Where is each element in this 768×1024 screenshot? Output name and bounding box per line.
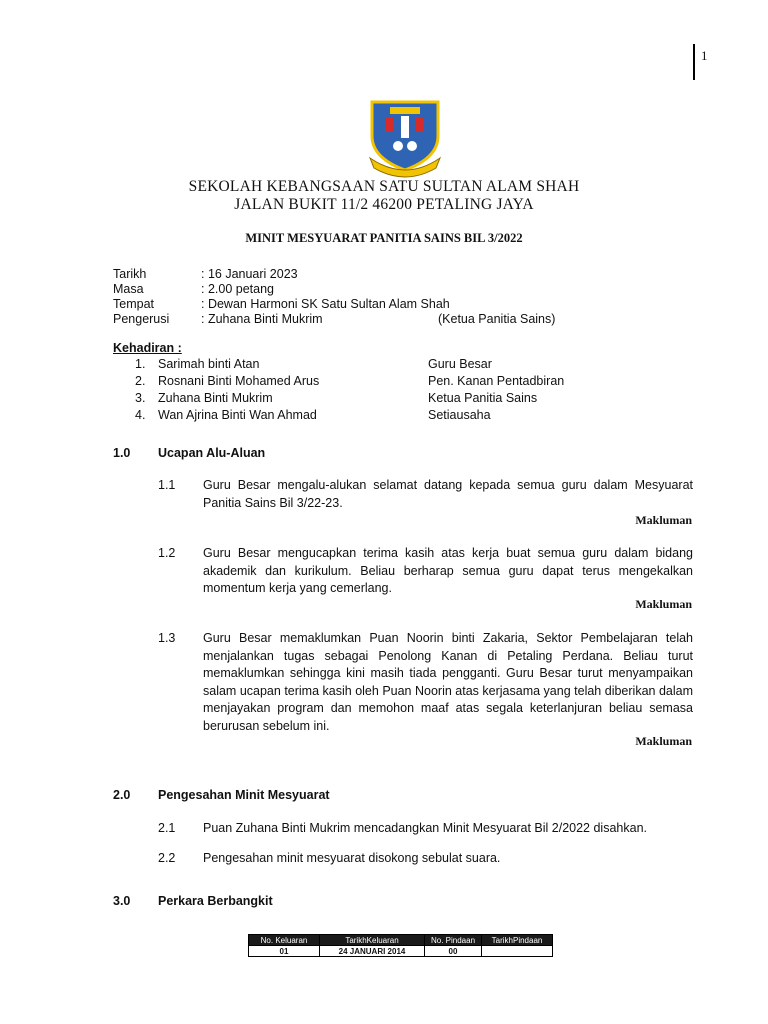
table-row <box>249 946 553 957</box>
table-cell: 00 <box>425 946 482 957</box>
attendee-name: Rosnani Binti Mohamed Arus <box>158 374 320 388</box>
item-number: 2.1 <box>158 821 176 835</box>
attendance-heading: Kehadiran : <box>113 341 182 355</box>
attendee-role: Ketua Panitia Sains <box>428 391 538 405</box>
detail-note-chair: (Ketua Panitia Sains) <box>438 312 556 326</box>
detail-value-chair: : Zuhana Binti Mukrim <box>201 312 323 326</box>
table-cell <box>482 946 553 957</box>
attendee-number: 1. <box>135 357 146 371</box>
meeting-title: MINIT MESYUARAT PANITIA SAINS BIL 3/2022 <box>245 231 523 245</box>
detail-value-date: : 16 Januari 2023 <box>201 267 298 281</box>
table-cell: 01 <box>249 946 320 957</box>
item-text: Guru Besar mengalu-alukan selamat datang kepada semua guru dalam Mesyuarat Panitia Sains Bil 3/22-23. <box>203 478 693 510</box>
section-title: Ucapan Alu-Aluan <box>158 446 266 460</box>
item-number: 2.2 <box>158 851 176 865</box>
attendee-number: 2. <box>135 374 146 388</box>
attendee-role: Setiausaha <box>428 408 491 422</box>
detail-value-venue: : Dewan Harmoni SK Satu Sultan Alam Shah <box>201 297 450 311</box>
document-control-table <box>248 934 553 957</box>
item-number: 1.1 <box>158 478 176 492</box>
detail-label-date: Tarikh <box>113 267 147 281</box>
attendee-number: 3. <box>135 391 146 405</box>
attendee-number: 4. <box>135 408 146 422</box>
item-text: Puan Zuhana Binti Mukrim mencadangkan Minit Mesyuarat Bil 2/2022 disahkan. <box>203 821 647 835</box>
attendee-name: Sarimah binti Atan <box>158 357 260 371</box>
item-text: Guru Besar memaklumkan Puan Noorin binti Zakaria, Sektor Pembelajaran telah menjalankan tugas sebagai Penolong Kanan di Petaling Perdana. Beliau turut memaklumkan sehingga kini masih tiada pengganti. Guru Besar turut menyampaikan salam ucapan terima kasih oleh Puan Noorin atas kerjasama yang telah diberikan dalam menjayakan program dan memohon maaf atas segala keterlanjuran beliau semasa berurusan sebelum ini. <box>203 631 693 733</box>
attendee-name: Zuhana Binti Mukrim <box>158 391 273 405</box>
section-number: 1.0 <box>113 446 131 460</box>
item-status: Makluman <box>635 513 692 527</box>
school-crest-icon <box>368 96 442 178</box>
section-title: Perkara Berbangkit <box>158 894 273 908</box>
table-header-cell: TarikhPindaan <box>482 935 553 946</box>
detail-label-venue: Tempat <box>113 297 154 311</box>
detail-label-chair: Pengerusi <box>113 312 170 326</box>
table-header-cell: TarikhKeluaran <box>320 935 425 946</box>
section-number: 2.0 <box>113 788 131 802</box>
section-number: 3.0 <box>113 894 131 908</box>
attendee-name: Wan Ajrina Binti Wan Ahmad <box>158 408 317 422</box>
attendee-role: Pen. Kanan Pentadbiran <box>428 374 565 388</box>
page-number: 1 <box>701 48 708 63</box>
table-header-cell: No. Keluaran <box>249 935 320 946</box>
item-text: Pengesahan minit mesyuarat disokong sebulat suara. <box>203 851 501 865</box>
attendee-role: Guru Besar <box>428 357 492 371</box>
item-text: Guru Besar mengucapkan terima kasih atas kerja buat semua guru dalam bidang akademik dan kurikulum. Beliau berharap semua guru dapat terus mengekalkan momentum kerja yang cemerlang. <box>203 546 693 596</box>
table-header-cell: No. Pindaan <box>425 935 482 946</box>
school-name: SEKOLAH KEBANGSAAN SATU SULTAN ALAM SHAH <box>188 178 580 195</box>
item-number: 1.2 <box>158 546 176 560</box>
item-number: 1.3 <box>158 631 176 645</box>
section-title: Pengesahan Minit Mesyuarat <box>158 788 330 802</box>
item-status: Makluman <box>635 597 692 611</box>
school-address: JALAN BUKIT 11/2 46200 PETALING JAYA <box>234 196 534 213</box>
detail-value-time: : 2.00 petang <box>201 282 274 296</box>
table-cell: 24 JANUARI 2014 <box>320 946 425 957</box>
item-status: Makluman <box>635 734 692 748</box>
table-header-row <box>249 935 553 946</box>
page-margin-line <box>693 44 695 80</box>
detail-label-time: Masa <box>113 282 144 296</box>
